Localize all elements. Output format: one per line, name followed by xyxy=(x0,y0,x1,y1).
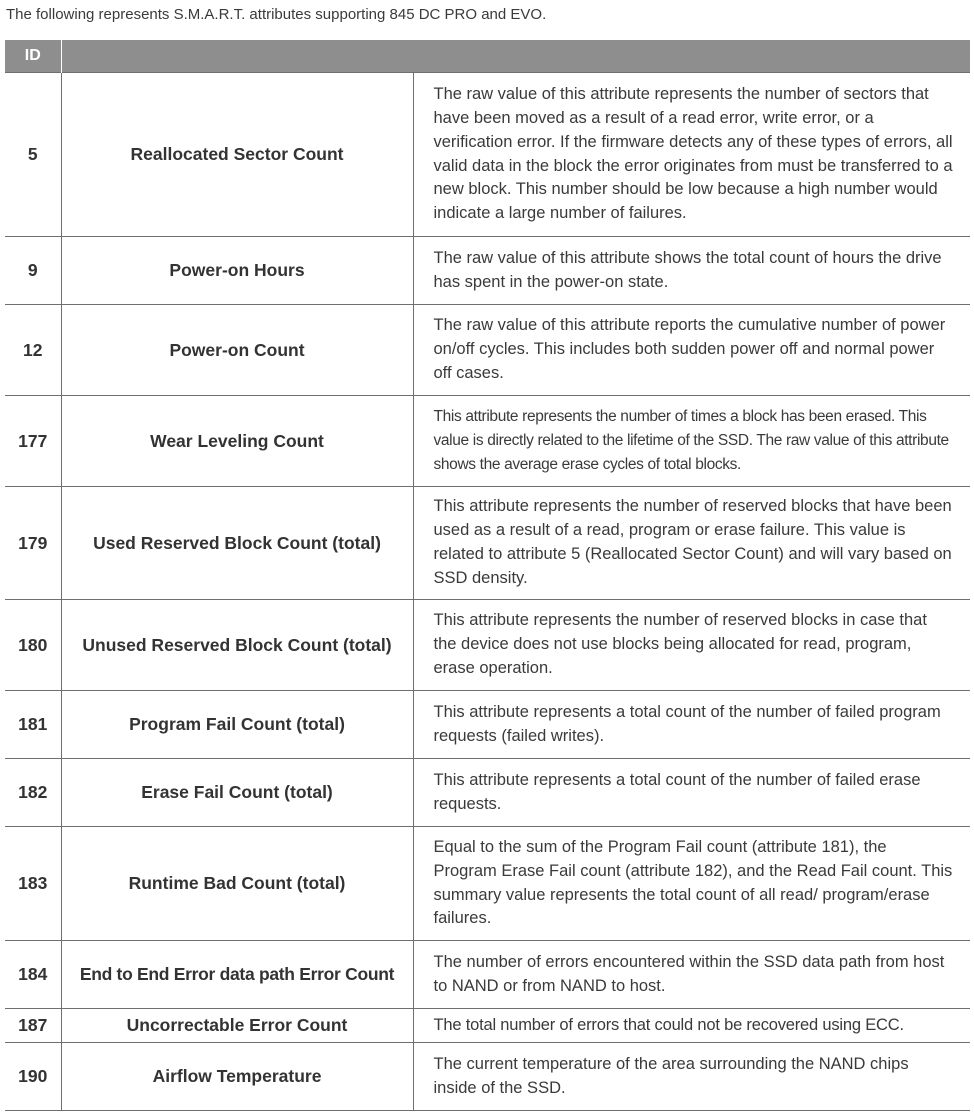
header-id: ID xyxy=(5,40,61,73)
table-row xyxy=(5,827,970,941)
attribute-name: Power-on Hours xyxy=(61,237,413,305)
attribute-name: Used Reserved Block Count (total) xyxy=(61,487,413,600)
attribute-name: Runtime Bad Count (total) xyxy=(61,827,413,941)
table-row xyxy=(5,1043,970,1111)
intro-text: The following represents S.M.A.R.T. attributes supporting 845 DC PRO and EVO. xyxy=(6,6,547,23)
attribute-name: Reallocated Sector Count xyxy=(61,73,413,237)
header-blank xyxy=(61,40,970,73)
attribute-id: 181 xyxy=(5,691,61,759)
attribute-name: Program Fail Count (total) xyxy=(61,691,413,759)
table-row xyxy=(5,487,970,600)
attribute-name: Erase Fail Count (total) xyxy=(61,759,413,827)
attribute-description: The raw value of this attribute represents the number of sectors that have been moved as a result of a read error, write error, or a verification error. If the firmware detects any of these types of errors, all valid data in the block the error originates from must be transferred to a new block. This number should be low because a high number would indicate a large number of failures. xyxy=(413,73,970,237)
attribute-description: The raw value of this attribute shows the total count of hours the drive has spent in the power-on state. xyxy=(413,237,970,305)
attribute-description: The number of errors encountered within the SSD data path from host to NAND or from NAND to host. xyxy=(413,941,970,1009)
attribute-id: 177 xyxy=(5,396,61,487)
attribute-name: Uncorrectable Error Count xyxy=(61,1009,413,1043)
table-header-row xyxy=(5,40,970,73)
attribute-description: The current temperature of the area surrounding the NAND chips inside of the SSD. xyxy=(413,1043,970,1111)
table-row xyxy=(5,600,970,691)
attribute-id: 190 xyxy=(5,1043,61,1111)
attribute-name: Power-on Count xyxy=(61,305,413,396)
smart-attributes-table xyxy=(5,40,970,1111)
attribute-id: 182 xyxy=(5,759,61,827)
attribute-description: This attribute represents the number of reserved blocks that have been used as a result of a read, program or erase failure. This value is related to attribute 5 (Reallocated Sector Count) and will vary based on SSD density. xyxy=(413,487,970,600)
attribute-id: 179 xyxy=(5,487,61,600)
attribute-id: 9 xyxy=(5,237,61,305)
table-row xyxy=(5,237,970,305)
attribute-name: End to End Error data path Error Count xyxy=(61,941,413,1009)
table-row xyxy=(5,73,970,237)
attribute-description: This attribute represents the number of times a block has been erased. This value is directly related to the lifetime of the SSD. The raw value of this attribute shows the average erase cycles of total blocks. xyxy=(413,396,970,487)
attribute-id: 5 xyxy=(5,73,61,237)
attribute-id: 187 xyxy=(5,1009,61,1043)
attribute-id: 184 xyxy=(5,941,61,1009)
attribute-description: Equal to the sum of the Program Fail count (attribute 181), the Program Erase Fail count (attribute 182), and the Read Fail count. This summary value represents the total count of all read/ program/erase failures. xyxy=(413,827,970,941)
attribute-id: 12 xyxy=(5,305,61,396)
attribute-name: Unused Reserved Block Count (total) xyxy=(61,600,413,691)
attribute-description: The raw value of this attribute reports the cumulative number of power on/off cycles. This includes both sudden power off and normal power off cases. xyxy=(413,305,970,396)
attribute-description: This attribute represents a total count of the number of failed program requests (failed writes). xyxy=(413,691,970,759)
attribute-description: The total number of errors that could not be recovered using ECC. xyxy=(413,1009,970,1043)
table-row xyxy=(5,396,970,487)
table-row xyxy=(5,305,970,396)
attribute-name: Airflow Temperature xyxy=(61,1043,413,1111)
attribute-id: 180 xyxy=(5,600,61,691)
table-row xyxy=(5,1009,970,1043)
attribute-description: This attribute represents a total count of the number of failed erase requests. xyxy=(413,759,970,827)
table-row xyxy=(5,759,970,827)
attribute-name: Wear Leveling Count xyxy=(61,396,413,487)
table-row xyxy=(5,941,970,1009)
table-row xyxy=(5,691,970,759)
attribute-id: 183 xyxy=(5,827,61,941)
attribute-description: This attribute represents the number of reserved blocks in case that the device does not use blocks being allocated for read, program, erase operation. xyxy=(413,600,970,691)
